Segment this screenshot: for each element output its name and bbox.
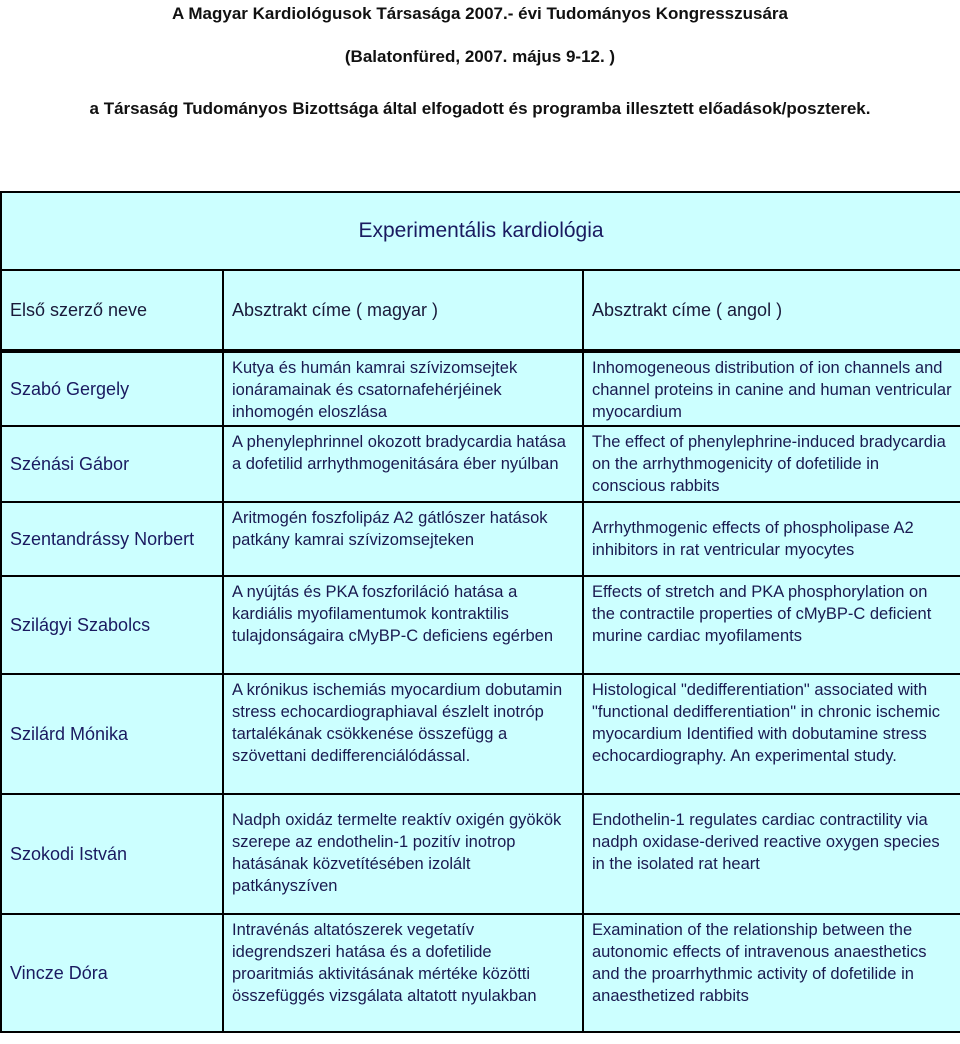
table-row [1, 914, 960, 1032]
abstract-title-en: Endothelin-1 regulates cardiac contractility via nadph oxidase-derived reactive oxygen species in the isolated rat heart [583, 794, 960, 914]
abstract-title-hu: A phenylephrinnel okozott bradycardia hatása a dofetilid arrhythmogenitására éber nyúlban [223, 426, 583, 502]
abstract-title-hu: Aritmogén foszfolipáz A2 gátlószer hatások patkány kamrai szívizomsejteken [223, 502, 583, 576]
column-header-row [1, 270, 960, 350]
table-row [1, 426, 960, 502]
column-header-title-en: Absztrakt címe ( angol ) [583, 270, 960, 350]
author-name: Szilárd Mónika [1, 674, 223, 794]
author-name: Szilágyi Szabolcs [1, 576, 223, 674]
page-heading-line-1: A Magyar Kardiológusok Társasága 2007.- évi Tudományos Kongresszusára [172, 4, 788, 23]
abstract-title-hu: Intravénás altatószerek vegetatív idegrendszeri hatása és a dofetilide proaritmiás aktivitásának mértéke közötti összefüggés vizsgálata altatott nyulakban [223, 914, 583, 1032]
column-header-author: Első szerző neve [1, 270, 223, 350]
column-header-title-hu: Absztrakt címe ( magyar ) [223, 270, 583, 350]
table-row [1, 502, 960, 576]
section-row [1, 192, 960, 270]
abstract-title-en: Arrhythmogenic effects of phospholipase A2 inhibitors in rat ventricular myocytes [583, 502, 960, 576]
page-heading-line-3: a Társaság Tudományos Bizottsága által elfogadott és programba illesztett előadások/poszterek. [89, 99, 871, 118]
author-name: Szabó Gergely [1, 352, 223, 426]
author-name: Szentandrássy Norbert [1, 502, 223, 576]
abstract-title-en: Histological "dedifferentiation" associated with "functional dedifferentiation" in chronic ischemic myocardium Identified with dobutamine stress echocardiography. An experimental study. [583, 674, 960, 794]
abstract-title-hu: Kutya és humán kamrai szívizomsejtek ionáramainak és csatornafehérjéinek inhomogén eloszlása [223, 352, 583, 426]
abstracts-table [0, 191, 960, 1033]
abstract-title-en: Examination of the relationship between the autonomic effects of intravenous anaesthetics and the proarrhythmic activity of dofetilide in anaesthetized rabbits [583, 914, 960, 1032]
table-row [1, 352, 960, 426]
abstract-title-hu: Nadph oxidáz termelte reaktív oxigén gyökök szerepe az endothelin-1 pozitív inotrop hatásának közvetítésében izolált patkányszíven [223, 794, 583, 914]
abstract-title-en: Effects of stretch and PKA phosphorylation on the contractile properties of cMyBP-C deficient murine cardiac myofilaments [583, 576, 960, 674]
table-row [1, 794, 960, 914]
abstract-title-en: The effect of phenylephrine-induced bradycardia on the arrhythmogenicity of dofetilide in conscious rabbits [583, 426, 960, 502]
author-name: Vincze Dóra [1, 914, 223, 1032]
author-name: Szokodi István [1, 794, 223, 914]
page-heading-line-2: (Balatonfüred, 2007. május 9-12. ) [344, 47, 616, 66]
table-row [1, 576, 960, 674]
section-title: Experimentális kardiológia [1, 192, 960, 270]
table-row [1, 674, 960, 794]
abstract-title-hu: A krónikus ischemiás myocardium dobutamin stress echocardiographiaval észlelt inotróp tartalékának csökkenése összefügg a szövettani dedifferenciálódással. [223, 674, 583, 794]
abstract-title-hu: A nyújtás és PKA foszforiláció hatása a kardiális myofilamentumok kontraktilis tulajdonságaira cMyBP-C deficiens egérben [223, 576, 583, 674]
abstract-title-en: Inhomogeneous distribution of ion channels and channel proteins in canine and human ventricular myocardium [583, 352, 960, 426]
author-name: Szénási Gábor [1, 426, 223, 502]
